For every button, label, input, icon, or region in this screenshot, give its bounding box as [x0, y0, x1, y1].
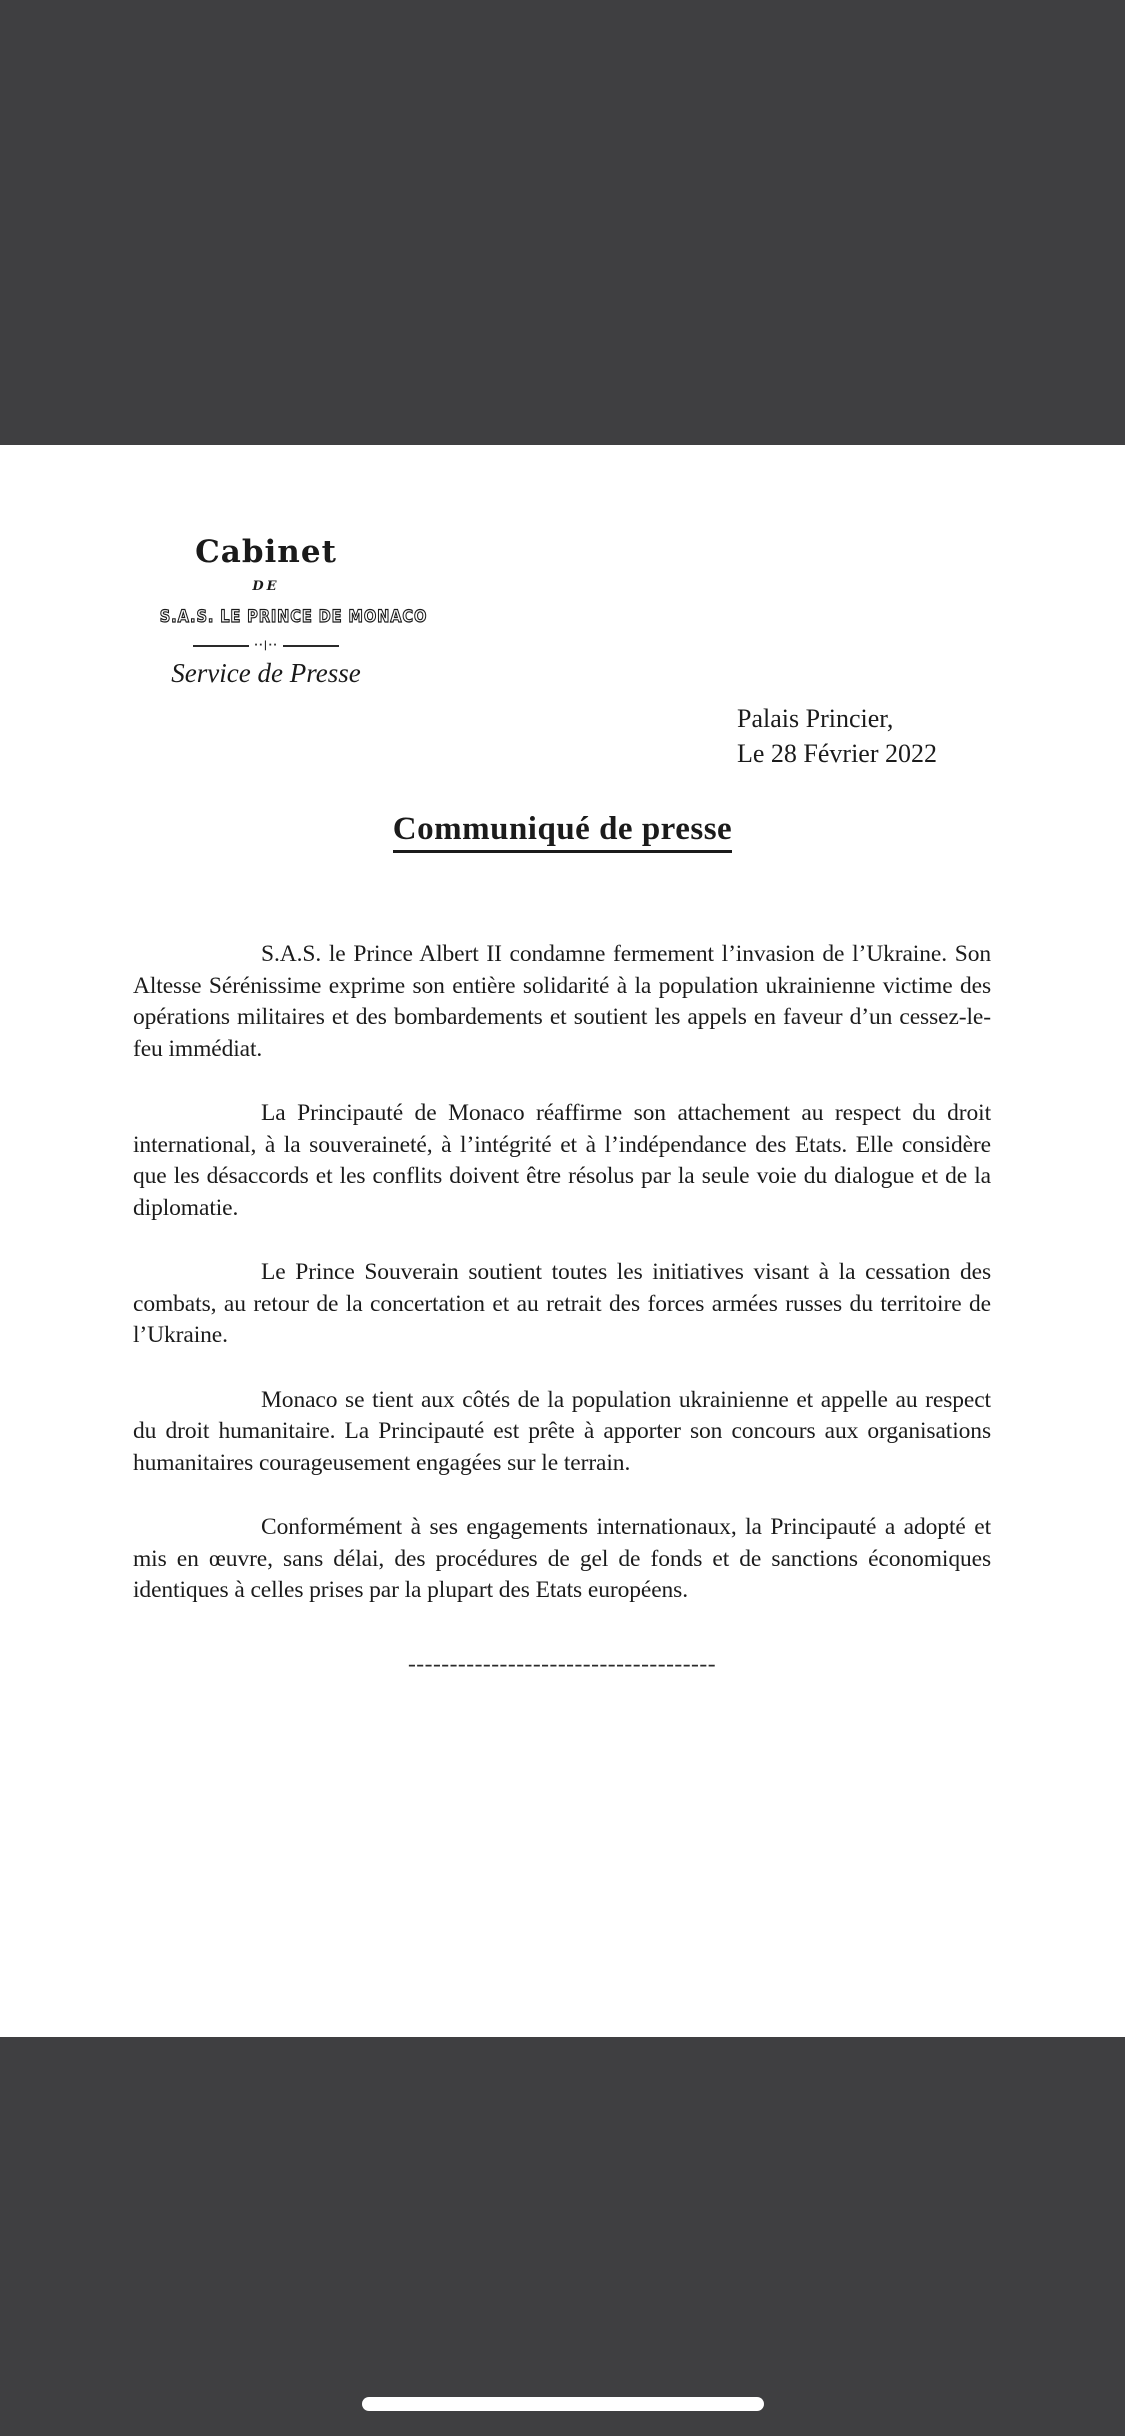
divider-rule-right [283, 645, 339, 647]
divider-ornament: ··|·· [254, 640, 278, 651]
paragraph-list [133, 939, 991, 1607]
body-paragraph: La Principauté de Monaco réaffirme son attachement au respect du droit international, à la souveraineté, à l’intégrité et à l’indépendance des Etats. Elle considère que les désaccords et les conflits doivent être résolus par la seule voie du dialogue et de la diplomatie. [133, 1100, 991, 1221]
document-title [0, 811, 1125, 848]
home-indicator[interactable] [362, 2397, 764, 2411]
dateline-place: Palais Princier, [737, 704, 894, 733]
body-paragraph: S.A.S. le Prince Albert II condamne fermement l’invasion de l’Ukraine. Son Altesse Sérénissime exprime son entière solidarité à la population ukrainienne victime des opérations militaires et des bombardements et soutient les appels en faveur d’un cessez-le-feu immédiat. [133, 941, 991, 1062]
letterhead-divider [138, 641, 394, 651]
body-paragraph: Le Prince Souverain soutient toutes les initiatives visant à la cessation des combats, au retour de la concertation et au retrait des forces armées russes du territoire de l’Ukraine. [133, 1259, 991, 1348]
body-paragraph: Conformément à ses engagements internationaux, la Principauté a adopté et mis en œuvre, sans délai, des procédures de gel de fonds et de sanctions économiques identiques à celles prises par la plupart des Etats européens. [133, 1514, 991, 1603]
letterhead-prince-label: S.A.S. LE PRINCE DE MONACO [159, 607, 428, 627]
letterhead-cabinet-text: Cabinet [195, 534, 337, 570]
letterhead-prince-text [138, 607, 428, 627]
letterhead [138, 534, 428, 689]
document-title-text: Communiqué de presse [393, 811, 732, 853]
body-paragraph: Monaco se tient aux côtés de la population ukrainienne et appelle au respect du droit humanitaire. La Principauté est prête à apporter son concours aux organisations humanitaires courageusement engagées sur le terrain. [133, 1386, 991, 1476]
end-separator: ------------------------------------- [407, 1650, 717, 1677]
document-body [133, 939, 991, 1678]
dateline-date: Le 28 Février 2022 [737, 739, 938, 768]
document-page[interactable] [0, 445, 1125, 2037]
dateline [737, 701, 937, 771]
letterhead-de-text: DE [252, 579, 280, 594]
divider-rule-left [193, 645, 249, 647]
letterhead-service-de-presse: Service de Presse [171, 658, 361, 688]
